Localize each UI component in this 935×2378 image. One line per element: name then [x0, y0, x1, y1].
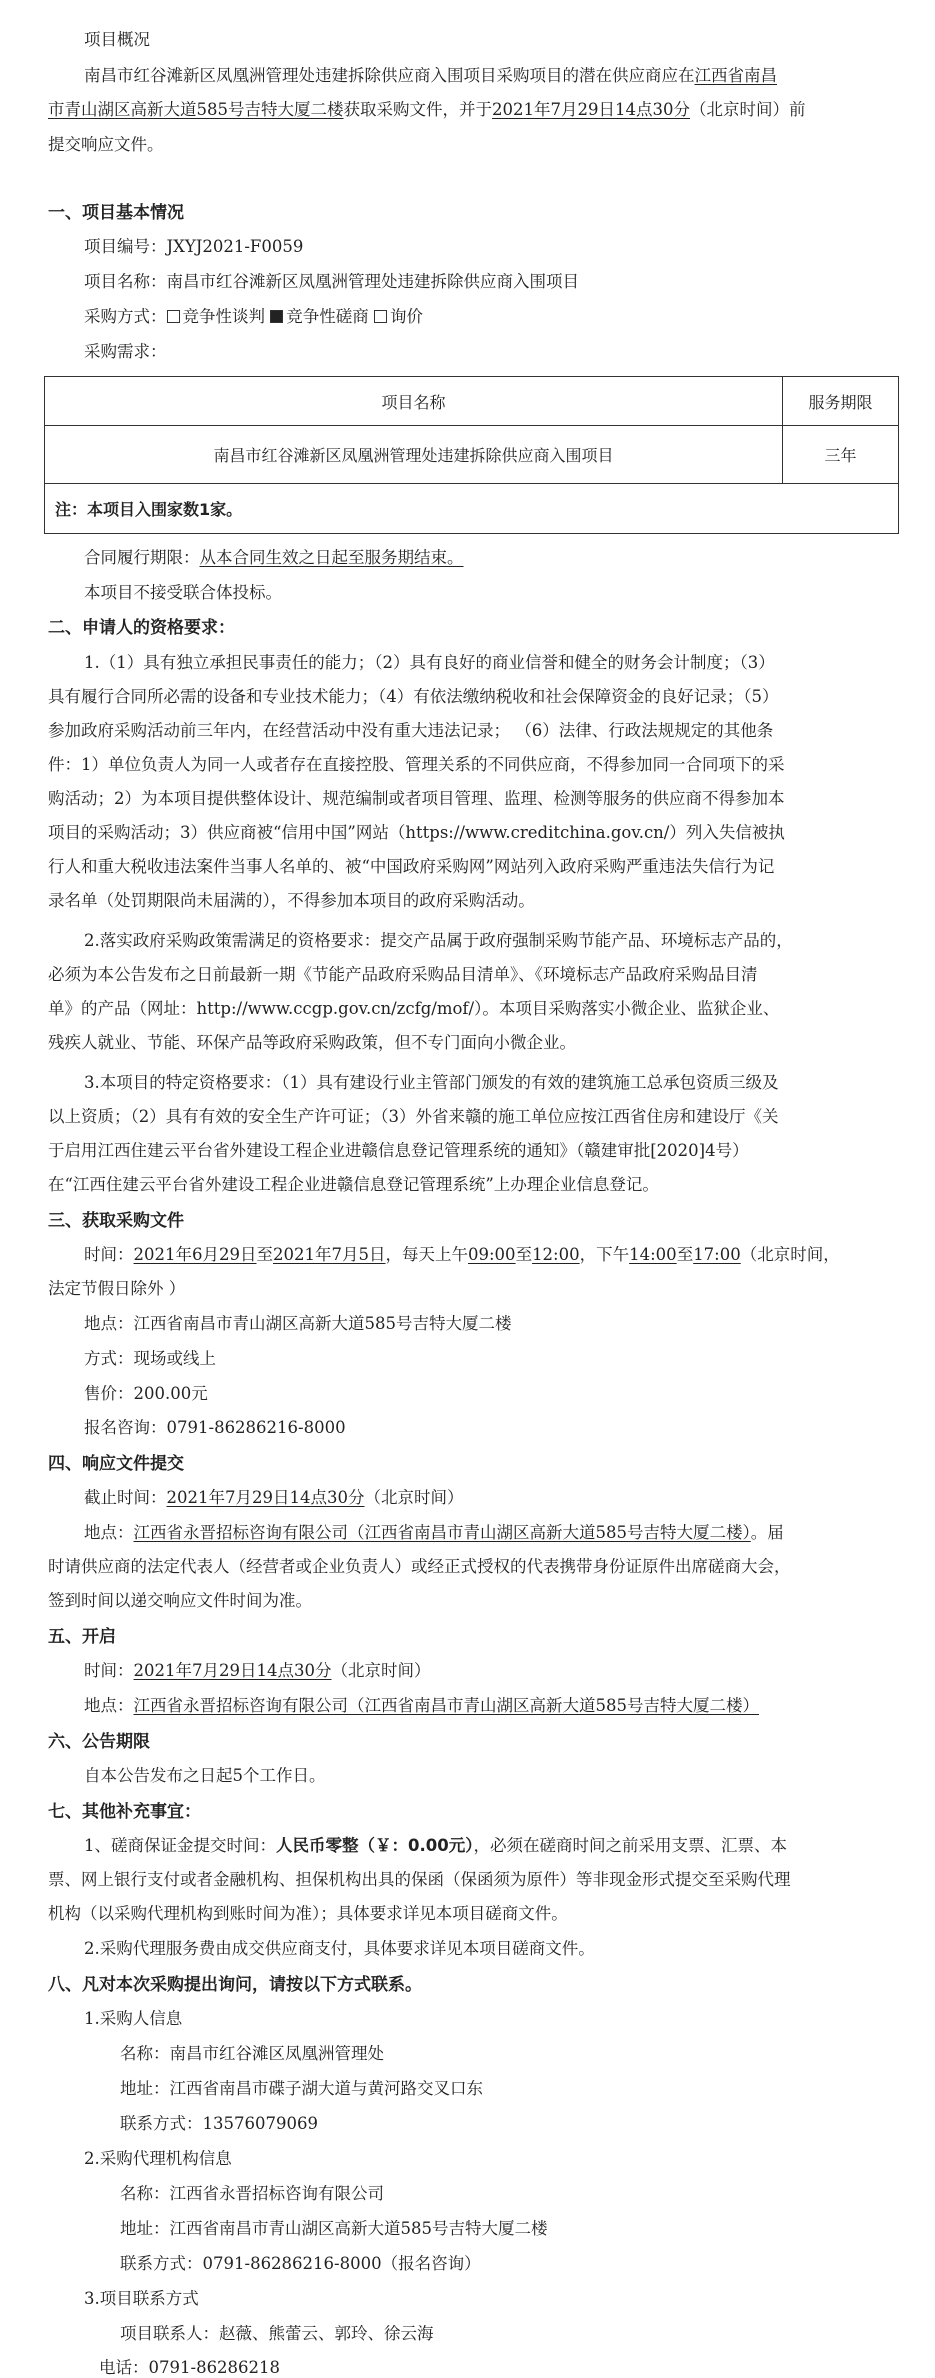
qualification-p2-line: 必须为本公告发布之日前最新一期《节能产品政府采购品目清单》、《环境标志产品政府采购品目清	[48, 965, 758, 984]
submit-line-3: 签到时间以递交响应文件时间为准。	[48, 1591, 312, 1610]
qualification-p1-line: 参加政府采购活动前三年内，在经营活动中没有重大违法记录； （6）法律、行政法规规定的其他条	[48, 721, 774, 740]
cell-project-name: 南昌市红谷滩新区凤凰洲管理处违建拆除供应商入围项目	[45, 426, 783, 484]
section-5-heading: 五、开启	[48, 1627, 116, 1647]
header-service-period: 服务期限	[783, 377, 899, 426]
deposit-line-3: 机构（以采购代理机构到账时间为准）；具体要求详见本项目磋商文件。	[48, 1904, 568, 1923]
qualification-p1-line: 项目的采购活动；3）供应商被“信用中国”网站（https://www.creditchina.gov.cn/）列入失信被执	[48, 823, 785, 842]
requirement-table	[44, 376, 899, 534]
section-7-heading: 七、其他补充事宜：	[48, 1802, 201, 1822]
section-2-heading: 二、申请人的资格要求：	[48, 618, 235, 638]
qualification-p1-line: 具有履行合同所必需的设备和专业技术能力；（4）有依法缴纳税收和社会保障资金的良好记录；（5）	[48, 687, 779, 706]
qualification-p3-line: 3.本项目的特定资格要求：（1）具有建设行业主管部门颁发的有效的建筑施工总承包资质三级及	[84, 1073, 779, 1092]
agent-address: 地址：江西省南昌市青山湖区高新大道585号吉特大厦二楼	[120, 2219, 548, 2238]
agency-fee: 2.采购代理服务费由成交供应商支付，具体要求详见本项目磋商文件。	[84, 1939, 595, 1958]
section-4-heading: 四、响应文件提交	[48, 1454, 184, 1474]
qualification-p1-line: 购活动；2）为本项目提供整体设计、规范编制或者项目管理、监理、检测等服务的供应商不得参加本	[48, 789, 785, 808]
agent-phone: 联系方式：0791-86286216-8000（报名咨询）	[120, 2254, 481, 2273]
submit-place: 地点：江西省永晋招标咨询有限公司（江西省南昌市青山湖区高新大道585号吉特大厦二楼）。届	[84, 1523, 784, 1542]
no-consortium: 本项目不接受联合体投标。	[84, 583, 282, 602]
agent-name: 名称：江西省永晋招标咨询有限公司	[120, 2184, 384, 2203]
deposit-line-1: 1、磋商保证金提交时间：人民币零整（￥：0.00元），必须在磋商时间之前采用支票、汇票、本	[84, 1836, 787, 1855]
submit-line-2: 时请供应商的法定代表人（经营者或企业负责人）或经正式授权的代表携带身份证原件出席磋商大会，	[48, 1557, 791, 1576]
contact-phone: 电话：0791-86286218	[99, 2358, 281, 2377]
overview-line-1: 南昌市红谷滩新区凤凰洲管理处违建拆除供应商入围项目采购项目的潜在供应商应在江西省南昌	[84, 66, 777, 85]
section-6-heading: 六、公告期限	[48, 1732, 150, 1752]
contact-title: 3.项目联系方式	[84, 2289, 199, 2308]
section-8-heading: 八、凡对本次采购提出询问，请按以下方式联系。	[48, 1975, 422, 1995]
qualification-p1-line: 1.（1）具有独立承担民事责任的能力；（2）具有良好的商业信誉和健全的财务会计制度；（3）	[84, 653, 775, 672]
agent-title: 2.采购代理机构信息	[84, 2149, 232, 2168]
qualification-p1-line: 行人和重大税收违法案件当事人名单的、被“中国政府采购网”网站列入政府采购严重违法失信行为记	[48, 857, 775, 876]
opening-time: 时间：2021年7月29日14点30分（北京时间）	[84, 1661, 431, 1680]
checkbox-unchecked-icon	[374, 310, 387, 323]
purchaser-name: 名称：南昌市红谷滩区凤凰洲管理处	[120, 2044, 384, 2063]
table-row	[45, 426, 899, 484]
project-number: 项目编号：JXYJ2021-F0059	[84, 237, 304, 256]
table-note: 注：本项目入围家数1家。	[45, 484, 899, 534]
qualification-p3-line: 于启用江西住建云平台省外建设工程企业进赣信息登记管理系统的通知》（赣建审批[2020]4号）	[48, 1141, 749, 1160]
deposit-line-2: 票、网上银行支付或者金融机构、担保机构出具的保函（保函须为原件）等非现金形式提交至采购代理	[48, 1870, 791, 1889]
cell-service-period: 三年	[783, 426, 899, 484]
submit-deadline: 截止时间：2021年7月29日14点30分（北京时间）	[84, 1488, 464, 1507]
table-note-row	[45, 484, 899, 534]
qualification-p1-line: 录名单（处罚期限尚未届满的），不得参加本项目的政府采购活动。	[48, 891, 535, 910]
qualification-p2-line: 残疾人就业、节能、环保产品等政府采购政策，但不专门面向小微企业。	[48, 1033, 576, 1052]
qualification-p2-line: 2.落实政府采购政策需满足的资格要求：提交产品属于政府强制采购节能产品、环境标志产品的，	[84, 931, 793, 950]
purchaser-title: 1.采购人信息	[84, 2009, 183, 2028]
opening-place: 地点：江西省永晋招标咨询有限公司（江西省南昌市青山湖区高新大道585号吉特大厦二楼）	[84, 1696, 759, 1715]
qualification-p1-line: 件：1）单位负责人为同一人或者存在直接控股、管理关系的不同供应商，不得参加同一合同项下的采	[48, 755, 785, 774]
qualification-p2-line: 单》的产品（网址：http://www.ccgp.gov.cn/zcfg/mof/）。本项目采购落实小微企业、监狱企业、	[48, 999, 780, 1018]
section-3-heading: 三、获取采购文件	[48, 1211, 184, 1231]
demand-label: 采购需求：	[84, 342, 167, 361]
overview-line-2: 市青山湖区高新大道585号吉特大厦二楼获取采购文件，并于2021年7月29日14点30分（北京时间）前	[48, 100, 806, 119]
purchaser-address: 地址：江西省南昌市碟子湖大道与黄河路交叉口东	[120, 2079, 483, 2098]
contact-people: 项目联系人：赵薇、熊蕾云、郭玲、徐云海	[120, 2324, 434, 2343]
acquire-time-cont: 法定节假日除外 ）	[48, 1279, 186, 1298]
acquire-way: 方式：现场或线上	[84, 1349, 216, 1368]
contract-period: 合同履行期限：从本合同生效之日起至服务期结束。	[84, 548, 464, 567]
overview-line-3: 提交响应文件。	[48, 135, 164, 154]
qualification-p3-line: 以上资质；（2）具有有效的安全生产许可证；（3）外省来赣的施工单位应按江西省住房和建设厅《关	[48, 1107, 779, 1126]
acquire-time: 时间：2021年6月29日至2021年7月5日，每天上午09:00至12:00，下午14:00至17:00（北京时间，	[84, 1245, 840, 1264]
checkbox-checked-icon	[270, 310, 283, 323]
table-header-row	[45, 377, 899, 426]
project-name: 项目名称：南昌市红谷滩新区凤凰洲管理处违建拆除供应商入围项目	[84, 272, 579, 291]
overview-title: 项目概况	[84, 30, 150, 49]
acquire-price: 售价：200.00元	[84, 1384, 208, 1403]
acquire-place: 地点：江西省南昌市青山湖区高新大道585号吉特大厦二楼	[84, 1314, 512, 1333]
procurement-method: 采购方式： 竞争性谈判 竞争性磋商 询价	[84, 307, 423, 326]
acquire-consult: 报名咨询：0791-86286216-8000	[84, 1418, 346, 1437]
purchaser-phone: 联系方式：13576079069	[120, 2114, 318, 2133]
header-project-name: 项目名称	[45, 377, 783, 426]
announcement-period: 自本公告发布之日起5个工作日。	[84, 1766, 326, 1785]
checkbox-unchecked-icon	[167, 310, 180, 323]
section-1-heading: 一、项目基本情况	[48, 203, 184, 223]
qualification-p3-line: 在“江西住建云平台省外建设工程企业进赣信息登记管理系统”上办理企业信息登记。	[48, 1175, 659, 1194]
